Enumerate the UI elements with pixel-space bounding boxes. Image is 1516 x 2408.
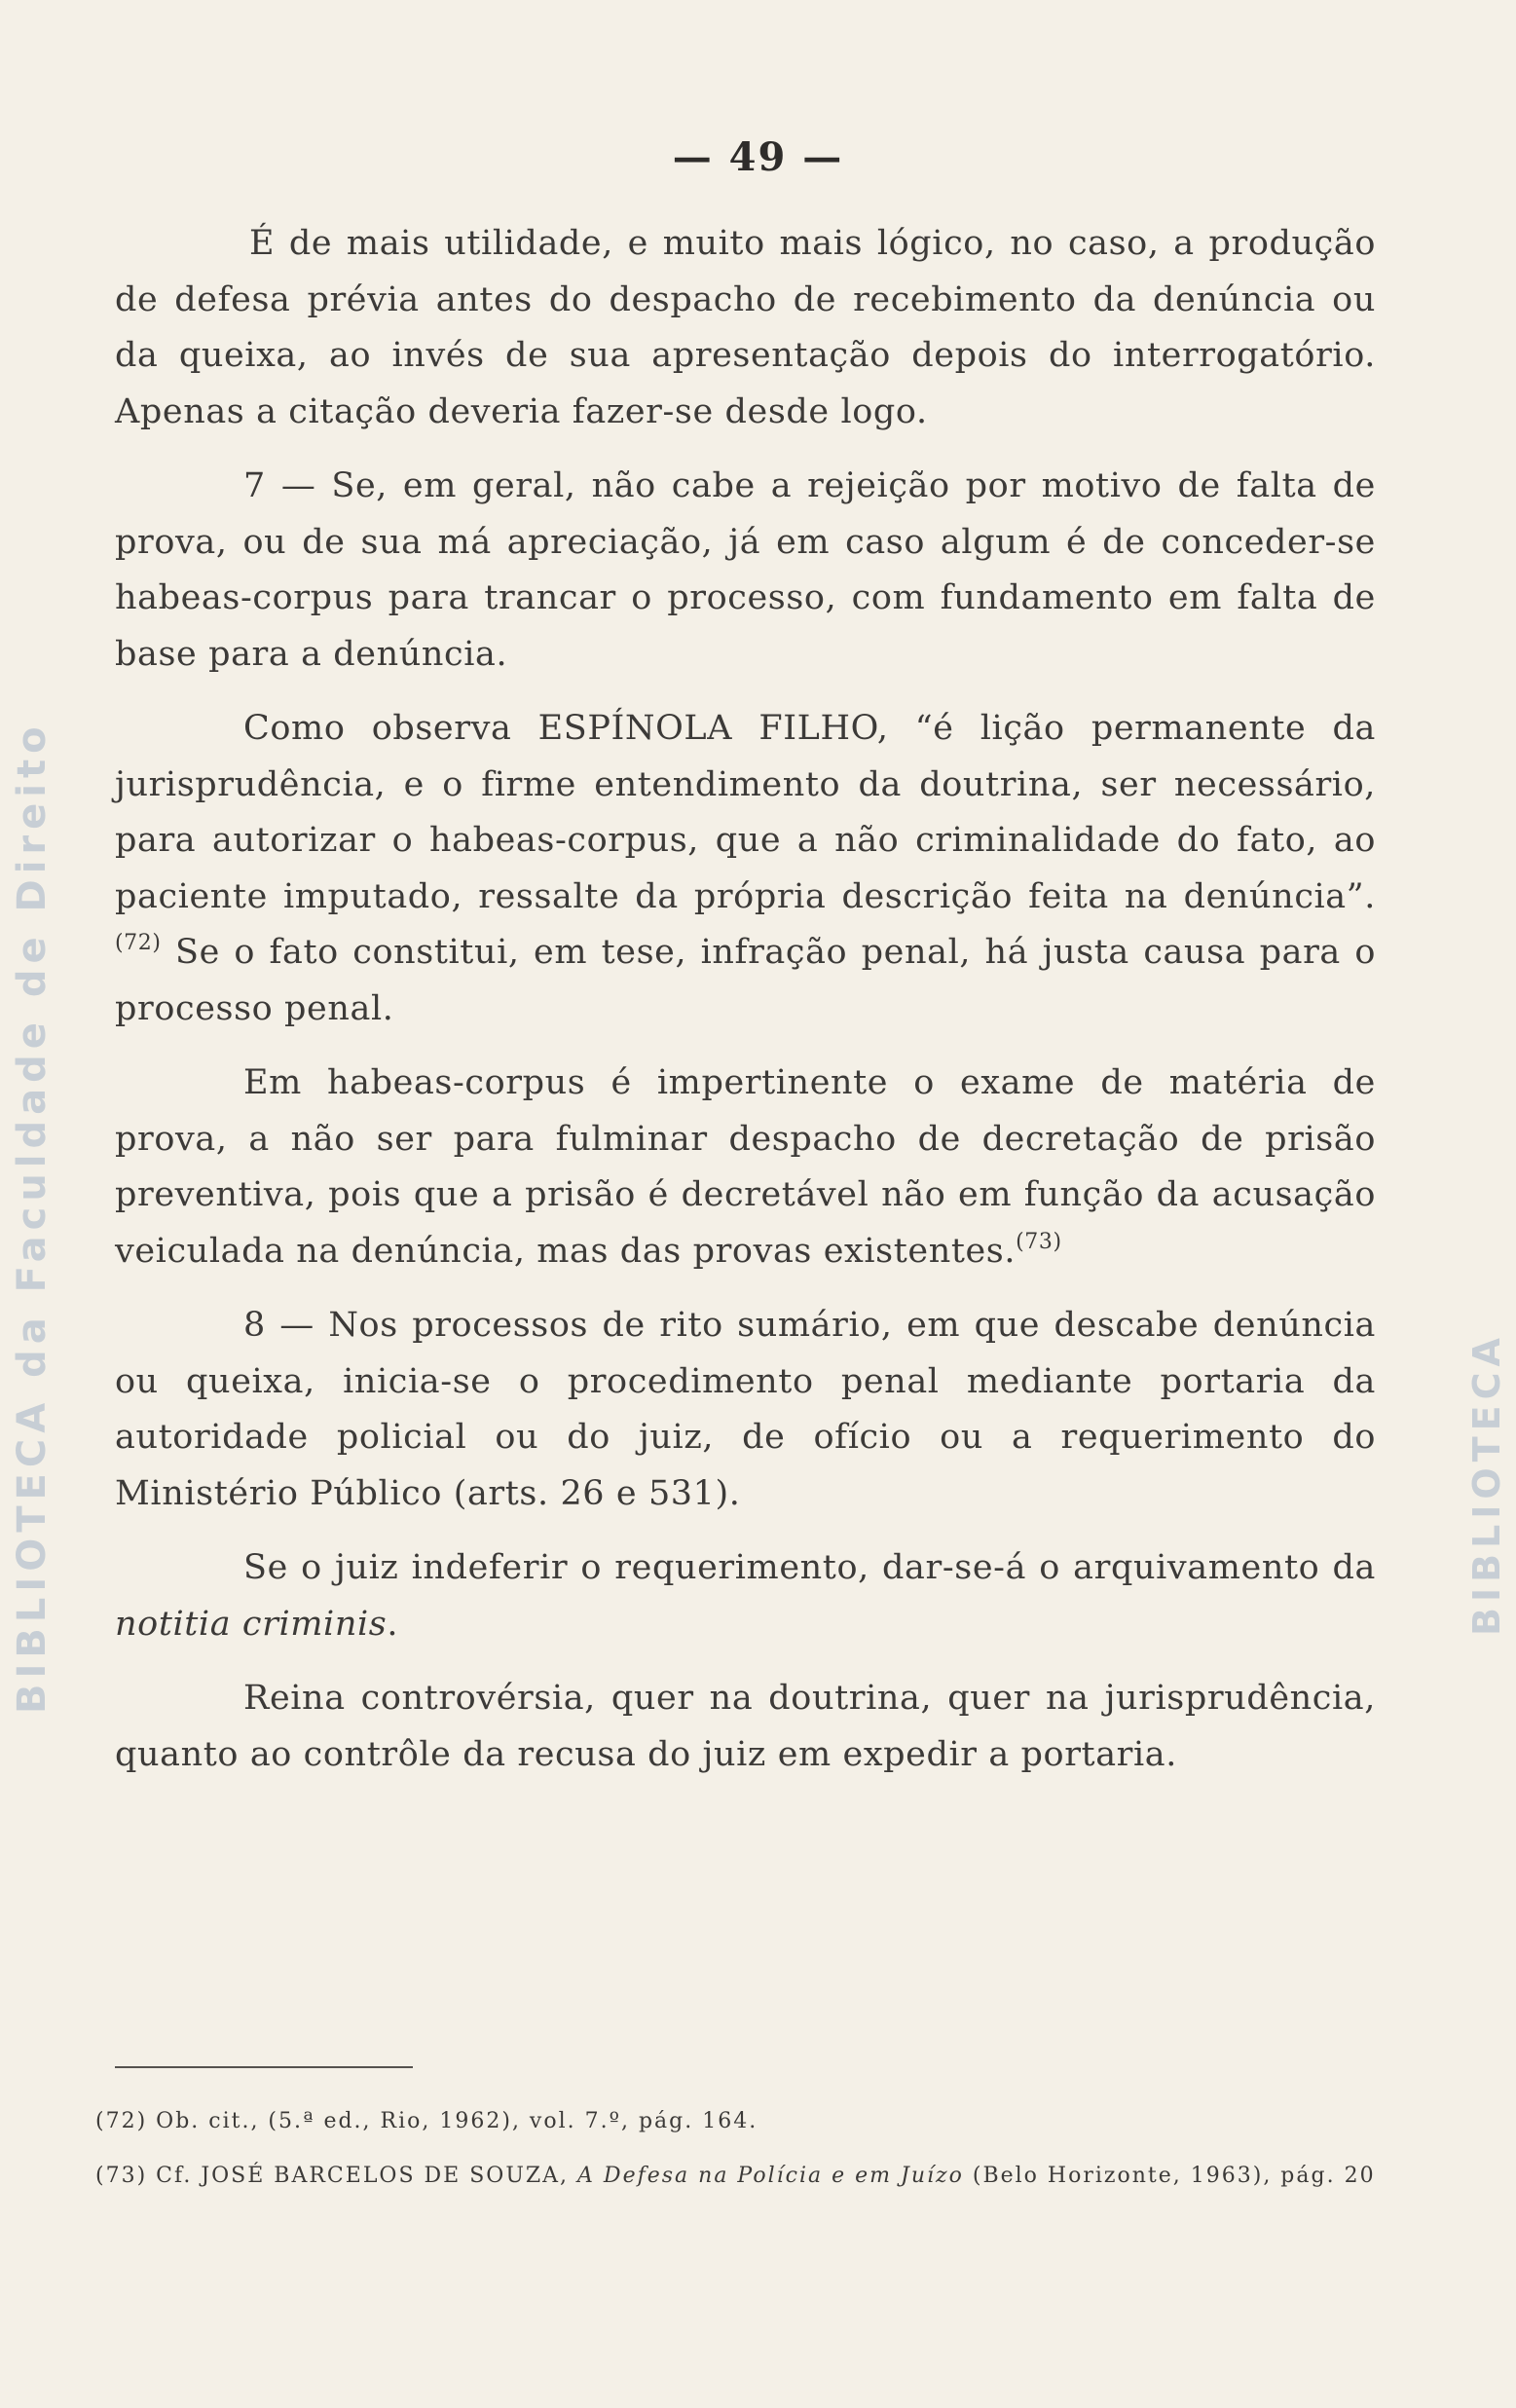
library-stamp-left: BIBLIOTECA da Faculdade de Direito <box>10 721 55 1714</box>
paragraph <box>115 701 1376 1037</box>
paragraph-text: Se o fato constitui, em tese, infração penal, há justa causa para o processo penal. <box>115 933 1376 1028</box>
paragraph-text: Em habeas-corpus é impertinente o exame de matéria de prova, a não ser para fulminar despacho de decretação de prisão preventiva, pois que a prisão é decretável não em função da acusação veiculada na denúncia, mas das provas existentes. <box>115 1063 1376 1271</box>
page-number: — 49 — <box>672 134 844 180</box>
paragraph: Reina controvérsia, quer na doutrina, quer na jurisprudência, quanto ao contrôle da recusa do juiz em expedir a portaria. <box>115 1679 1376 1774</box>
italic-term: notitia criminis <box>115 1604 388 1644</box>
footnote-text: (Belo Horizonte, 1963), pág. 20 <box>963 2164 1376 2188</box>
paragraph <box>115 1540 1376 1652</box>
paragraph: 8 — Nos processos de rito sumário, em que descabe denúncia ou queixa, inicia-se o procedimento penal mediante portaria da autoridade policial ou do juiz, de ofício ou a requerimento do Ministério Público (arts. 26 e 531). <box>115 1306 1376 1513</box>
footnote <box>95 2151 1400 2201</box>
paragraph: 7 — Se, em geral, não cabe a rejeição por motivo de falta de prova, ou de sua má apreciação, já em caso algum é de conceder-se habeas-corpus para trancar o processo, com fundamento em falta de base para a denúncia. <box>115 466 1376 674</box>
footnote-ref: (73) <box>1016 1229 1062 1254</box>
footnote-text: (73) Cf. JOSÉ BARCELOS DE SOUZA, <box>95 2164 578 2188</box>
footnote-ref: (72) <box>115 931 162 955</box>
paragraph-text: . <box>387 1604 399 1644</box>
paragraph: É de mais utilidade, e muito mais lógico, no caso, a produção de defesa prévia antes do despacho de recebimento da denúncia ou da queixa, ao invés de sua apresentação depois do interrogatório. Apenas a citação deveria fazer-se desde logo. <box>115 224 1376 431</box>
footnote-divider <box>115 2066 413 2068</box>
paragraph-text: Se o juiz indeferir o requerimento, dar-se-á o arquivamento da <box>243 1548 1376 1587</box>
body-text <box>115 216 1376 1801</box>
library-stamp-right: BIBLIOTECA <box>1465 1332 1508 1636</box>
paragraph-text: Como observa ESPÍNOLA FILHO, “é lição permanente da jurisprudência, e o firme entendimento da doutrina, ser necessário, para autorizar o habeas-corpus, que a não criminalidade do fato, ao paciente imputado, ressalte da própria descrição feita na denúncia”. <box>115 709 1376 916</box>
footnote-title: A Defesa na Polícia e em Juízo <box>577 2164 964 2188</box>
footnote: (72) Ob. cit., (5.ª ed., Rio, 1962), vol. 7.º, pág. 164. <box>95 2109 758 2133</box>
paragraph <box>115 1056 1376 1279</box>
footnotes <box>95 2096 1400 2201</box>
